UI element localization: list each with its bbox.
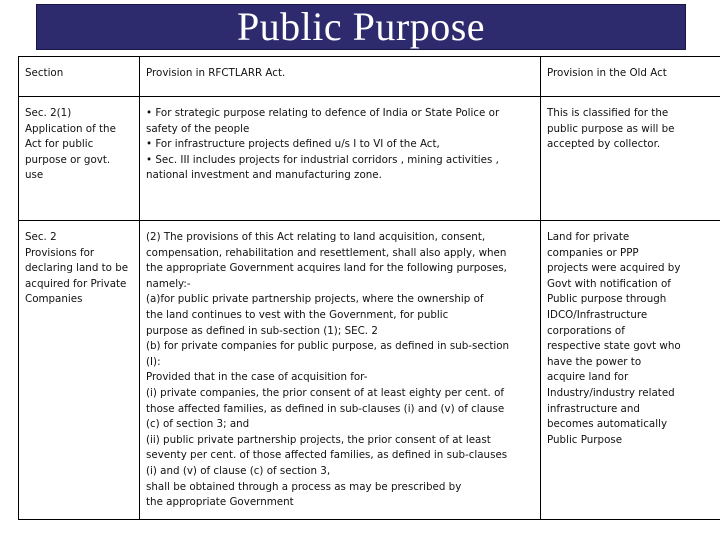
cell-line: (a)for public private partnership projects, where the ownership of bbox=[146, 293, 484, 306]
cell-line: This is classified for the bbox=[547, 107, 669, 119]
cell-line: (I): bbox=[146, 355, 161, 368]
cell-line: purpose or govt. bbox=[25, 153, 111, 166]
cell-line: Act for public bbox=[25, 138, 94, 151]
section-cell bbox=[19, 97, 140, 221]
cell-line: Land for private bbox=[547, 231, 630, 243]
cell-line: Companies bbox=[25, 293, 83, 306]
cell-line: national investment and manufacturing zone. bbox=[146, 169, 382, 182]
cell-line: compensation, rehabilitation and resettlement, shall also apply, when bbox=[146, 246, 507, 259]
provisions-table bbox=[18, 56, 720, 520]
cell-line: public purpose as will be bbox=[547, 122, 675, 135]
cell-line: Industry/industry related bbox=[547, 386, 675, 399]
cell-line: companies or PPP bbox=[547, 246, 639, 259]
cell-line: (c) of section 3; and bbox=[146, 418, 250, 431]
cell-line: Sec. 2 bbox=[25, 231, 57, 243]
table-row bbox=[19, 221, 720, 520]
cell-line: purpose as defined in sub-section (1); SEC. 2 bbox=[146, 324, 378, 337]
cell-line: (i) private companies, the prior consent of at least eighty per cent. of bbox=[146, 386, 505, 399]
cell-line: • Sec. III includes projects for industrial corridors , mining activities , bbox=[146, 153, 499, 166]
cell-line: projects were acquired by bbox=[547, 262, 681, 275]
table-row bbox=[19, 97, 720, 221]
cell-line: the land continues to vest with the Government, for public bbox=[146, 308, 449, 321]
cell-line: IDCO/Infrastructure bbox=[547, 308, 648, 321]
provision-cell bbox=[140, 97, 541, 221]
cell-line: namely:- bbox=[146, 277, 191, 290]
cell-line: corporations of bbox=[547, 324, 625, 337]
cell-line: respective state govt who bbox=[547, 340, 681, 353]
cell-line: infrastructure and bbox=[547, 402, 640, 415]
section-cell bbox=[19, 221, 140, 520]
cell-line: accepted by collector. bbox=[547, 138, 661, 151]
cell-line: acquire land for bbox=[547, 371, 629, 384]
provision-cell bbox=[140, 221, 541, 520]
cell-line: those affected families, as defined in sub-clauses (i) and (v) of clause bbox=[146, 402, 505, 415]
table-header-row bbox=[19, 57, 720, 97]
cell-line: • For strategic purpose relating to defence of India or State Police or bbox=[146, 107, 500, 119]
cell-line: seventy per cent. of those affected families, as defined in sub-clauses bbox=[146, 449, 508, 462]
cell-line: (ii) public private partnership projects, the prior consent of at least bbox=[146, 433, 491, 446]
header-section: Section bbox=[19, 57, 140, 97]
cell-line: becomes automatically bbox=[547, 418, 668, 431]
cell-line: • For infrastructure projects defined u/s I to VI of the Act, bbox=[146, 138, 440, 151]
cell-line: acquired for Private bbox=[25, 277, 127, 290]
cell-line: (i) and (v) of clause (c) of section 3, bbox=[146, 464, 331, 477]
cell-line: use bbox=[25, 169, 44, 182]
cell-line: Govt with notification of bbox=[547, 277, 671, 290]
cell-line: (2) The provisions of this Act relating to land acquisition, consent, bbox=[146, 231, 486, 243]
cell-line: Application of the bbox=[25, 122, 116, 135]
old-act-cell bbox=[541, 221, 720, 520]
cell-line: the appropriate Government bbox=[146, 496, 294, 509]
page-title: Public Purpose bbox=[236, 4, 486, 49]
cell-line: declaring land to be bbox=[25, 262, 129, 275]
title-banner bbox=[36, 4, 686, 50]
cell-line: Sec. 2(1) bbox=[25, 107, 72, 119]
cell-line: (b) for private companies for public purpose, as defined in sub-section bbox=[146, 340, 510, 353]
header-provision-new: Provision in RFCTLARR Act. bbox=[140, 57, 541, 97]
cell-line: safety of the people bbox=[146, 122, 250, 135]
cell-line: Public Purpose bbox=[547, 433, 623, 446]
cell-line: Provisions for bbox=[25, 246, 95, 259]
header-provision-old: Provision in the Old Act bbox=[541, 57, 720, 97]
cell-line: Provided that in the case of acquisition for- bbox=[146, 371, 368, 384]
cell-line: Public purpose through bbox=[547, 293, 667, 306]
old-act-cell bbox=[541, 97, 720, 221]
cell-line: have the power to bbox=[547, 355, 642, 368]
cell-line: the appropriate Government acquires land for the following purposes, bbox=[146, 262, 507, 275]
cell-line: shall be obtained through a process as may be prescribed by bbox=[146, 480, 462, 493]
